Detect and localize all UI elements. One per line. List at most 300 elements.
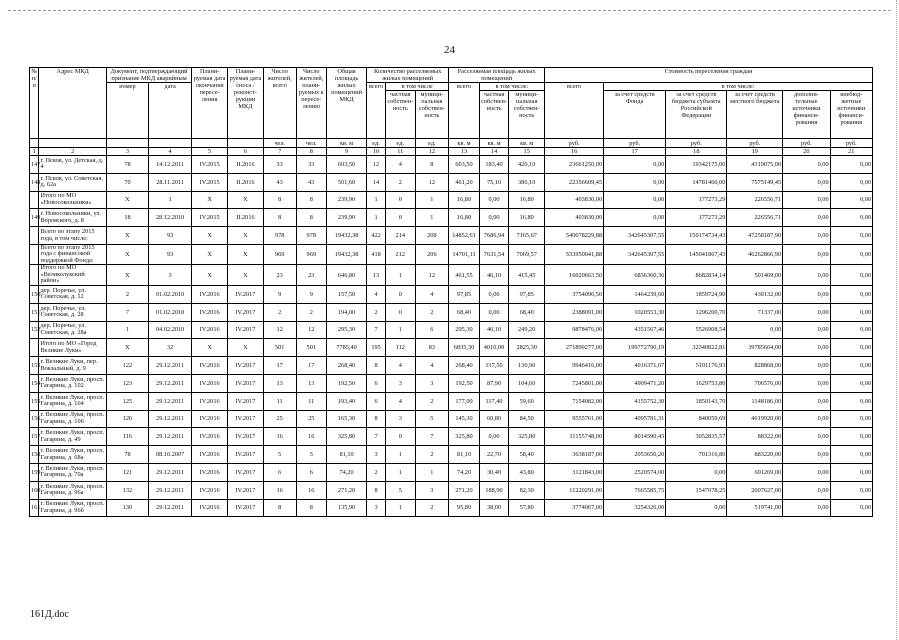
value-cell: 14701,11 (449, 244, 480, 265)
col-head-doc-date: дата (149, 83, 192, 139)
value-cell: 0,00 (830, 374, 872, 392)
column-number-cell: 7 (263, 148, 296, 156)
table-row (30, 499, 873, 517)
col-head-plan-end: Плани-руемая дата окончания пересе-ления (192, 68, 228, 139)
col-head-doc-number: номер (106, 83, 148, 139)
col-head-area-private: частная собствен-ность (479, 91, 509, 139)
col-head-area-municipal: муници-пальная собствен-ность (509, 91, 545, 139)
value-cell: 540078229,88 (545, 227, 604, 245)
value-cell: 14 (367, 173, 386, 191)
table-row (30, 191, 873, 209)
value-cell: 701316,80 (666, 446, 727, 464)
value-cell: 126 (106, 410, 148, 428)
value-cell: 978 (296, 227, 327, 245)
value-cell: 18 (106, 209, 148, 227)
value-cell: 5 (386, 481, 416, 499)
value-cell: 2 (367, 463, 386, 481)
address-cell: г. Новосокольники, ул. Воровского, д. 8 (39, 209, 106, 227)
value-cell: 6835,30 (449, 339, 480, 357)
value-cell: X (106, 227, 148, 245)
value-cell: 422 (367, 227, 386, 245)
value-cell: 9555761,00 (545, 410, 604, 428)
value-cell: X (228, 244, 264, 265)
value-cell: 16020663,50 (545, 265, 604, 286)
value-cell: 122 (106, 357, 148, 375)
col-head-address: Адрес МКД (39, 68, 106, 139)
value-cell: 0,00 (783, 173, 830, 191)
value-cell: 8682834,14 (666, 265, 727, 286)
value-cell: 8 (296, 191, 327, 209)
value-cell: 43 (263, 173, 296, 191)
value-cell: 11 (296, 392, 327, 410)
table-row (30, 374, 873, 392)
address-cell: дер. Поречье, ул. Советская, д. 28 (39, 303, 106, 321)
value-cell: IV.2015 (192, 156, 228, 174)
unit-cell: ед. (386, 139, 416, 148)
value-cell: 13 (296, 374, 327, 392)
value-cell: 19342175,00 (666, 156, 727, 174)
table-row (30, 244, 873, 265)
value-cell: 38,00 (479, 499, 509, 517)
value-cell: 16,80 (449, 209, 480, 227)
value-cell: 226556,71 (727, 191, 783, 209)
value-cell: 271,20 (449, 481, 480, 499)
value-cell: 9946416,00 (545, 357, 604, 375)
col-head-cost-incl: в том числе: (604, 83, 873, 91)
unit-cell: ед. (367, 139, 386, 148)
value-cell: 7245801,00 (545, 374, 604, 392)
value-cell: 0,00 (783, 392, 830, 410)
column-number-cell: 21 (830, 148, 872, 156)
value-cell: 17 (263, 357, 296, 375)
value-cell: 0,00 (783, 446, 830, 464)
value-cell: 430132,00 (727, 285, 783, 303)
value-cell: 0,00 (783, 209, 830, 227)
row-number-cell: 156 (30, 410, 39, 428)
value-cell: 7631,54 (479, 244, 509, 265)
address-cell: г. Великие Луки, просп. Гагарина, д. 68а (39, 446, 106, 464)
column-number-cell: 20 (783, 148, 830, 156)
value-cell: 0,00 (830, 499, 872, 517)
value-cell: 4 (415, 285, 449, 303)
value-cell: 8 (263, 499, 296, 517)
address-cell: дер. Поречье, ул. Советская, д. 12 (39, 285, 106, 303)
value-cell: 206 (415, 244, 449, 265)
value-cell: 0,00 (830, 303, 872, 321)
unit-cell: руб. (783, 139, 830, 148)
value-cell: X (228, 227, 264, 245)
value-cell: 43,80 (509, 463, 545, 481)
value-cell: 2007627,00 (727, 481, 783, 499)
value-cell: IV.2017 (228, 357, 264, 375)
unit-cell: кв. м (509, 139, 545, 148)
column-number-cell: 14 (479, 148, 509, 156)
value-cell: 5 (296, 446, 327, 464)
value-cell: 7 (415, 428, 449, 446)
col-head-extra-sources: дополни-тельные источники финанси-рования (783, 91, 830, 139)
value-cell: 0,00 (830, 463, 872, 481)
value-cell: 403830,00 (545, 191, 604, 209)
row-number-cell (30, 339, 39, 357)
value-cell: 25 (296, 410, 327, 428)
row-number-cell (30, 227, 39, 245)
address-cell: дер. Поречье, ул. Советская, д. 28а (39, 321, 106, 339)
value-cell: 7 (367, 428, 386, 446)
value-cell: 14852,61 (449, 227, 480, 245)
value-cell: 1 (367, 191, 386, 209)
value-cell: 268,40 (449, 357, 480, 375)
value-cell: 0 (386, 428, 416, 446)
value-cell: 828868,00 (727, 357, 783, 375)
address-cell: г. Великие Луки, пер. Вокзальный, д. 9 (39, 357, 106, 375)
value-cell: 29.12.2011 (149, 392, 192, 410)
value-cell: 19432,38 (327, 227, 367, 245)
value-cell: 2053650,20 (604, 446, 666, 464)
value-cell: 268,40 (327, 357, 367, 375)
value-cell: 28.11.2011 (149, 173, 192, 191)
value-cell: 0,00 (830, 244, 872, 265)
value-cell: 87,90 (479, 374, 509, 392)
value-cell: 0,00 (783, 156, 830, 174)
value-cell: 57,80 (509, 499, 545, 517)
value-cell: 59,60 (509, 392, 545, 410)
value-cell: 603,50 (449, 156, 480, 174)
value-cell: IV.2016 (192, 481, 228, 499)
value-cell: 74,20 (327, 463, 367, 481)
value-cell: 501 (296, 339, 327, 357)
value-cell: 194,00 (327, 303, 367, 321)
col-head-rooms-incl: в том числе (386, 83, 449, 91)
value-cell: 386,10 (509, 173, 545, 191)
value-cell: 19432,38 (327, 244, 367, 265)
value-cell: 0,00 (830, 392, 872, 410)
value-cell: 2 (415, 303, 449, 321)
value-cell: 12 (415, 173, 449, 191)
row-number-cell: 148 (30, 173, 39, 191)
value-cell: II.2016 (228, 173, 264, 191)
value-cell: IV.2017 (228, 321, 264, 339)
value-cell: IV.2017 (228, 374, 264, 392)
table-row (30, 481, 873, 499)
value-cell: 0,00 (479, 191, 509, 209)
column-number-cell: 18 (666, 148, 727, 156)
value-cell: II.2016 (228, 156, 264, 174)
value-cell: 3 (386, 374, 416, 392)
value-cell: 01.02.2010 (149, 303, 192, 321)
value-cell: IV.2016 (192, 410, 228, 428)
value-cell: 325,80 (509, 428, 545, 446)
value-cell: 12 (415, 265, 449, 286)
unit-cell: руб. (666, 139, 727, 148)
value-cell: 11220291,00 (545, 481, 604, 499)
value-cell: X (192, 265, 228, 286)
col-head-residents-planned: Число жителей, плани-руемых к пересе-лению (296, 68, 327, 139)
value-cell: 1464239,60 (604, 285, 666, 303)
value-cell: 6836360,36 (604, 265, 666, 286)
address-cell: г. Великие Луки, просп. Гагарина, д. 70а (39, 463, 106, 481)
value-cell: 1 (415, 463, 449, 481)
col-head-budget-rf: за счет средств бюджета субъекта Российской Федерации (666, 91, 727, 139)
value-cell: 8 (367, 410, 386, 428)
value-cell: 71337,00 (727, 303, 783, 321)
table-row (30, 339, 873, 357)
value-cell: 0,00 (783, 339, 830, 357)
table-row (30, 463, 873, 481)
value-cell: 0,00 (830, 481, 872, 499)
value-cell: 1 (106, 321, 148, 339)
value-cell: 33 (263, 156, 296, 174)
column-number-cell: 11 (386, 148, 416, 156)
value-cell: 17 (296, 357, 327, 375)
value-cell: IV.2016 (192, 357, 228, 375)
col-head-total-area: Общая площадь жилых помещений МКД (327, 68, 367, 139)
value-cell: IV.2017 (228, 410, 264, 428)
value-cell: X (106, 265, 148, 286)
value-cell: 28.12.2010 (149, 209, 192, 227)
value-cell: 30,40 (479, 463, 509, 481)
value-cell: 0 (386, 209, 416, 227)
value-cell: 29.12.2011 (149, 374, 192, 392)
value-cell: 16 (263, 481, 296, 499)
value-cell: 501,60 (327, 173, 367, 191)
value-cell: 11 (263, 392, 296, 410)
column-number-cell: 16 (545, 148, 604, 156)
value-cell: 6 (367, 392, 386, 410)
value-cell: 157,50 (327, 285, 367, 303)
value-cell: 342645307,55 (604, 244, 666, 265)
value-cell: 68,40 (449, 303, 480, 321)
value-cell: IV.2016 (192, 374, 228, 392)
value-cell: 1 (386, 265, 416, 286)
value-cell: 16,80 (509, 209, 545, 227)
row-number-cell: 149 (30, 209, 39, 227)
value-cell: 199772790,19 (604, 339, 666, 357)
value-cell: 0,00 (830, 410, 872, 428)
value-cell: 82,30 (509, 481, 545, 499)
row-number-cell: 152 (30, 321, 39, 339)
value-cell: 1 (149, 191, 192, 209)
value-cell: 12 (296, 321, 327, 339)
value-cell: 135,90 (327, 499, 367, 517)
value-cell: 58,40 (509, 446, 545, 464)
value-cell: 29.12.2011 (149, 463, 192, 481)
table-row (30, 227, 873, 245)
value-cell: 29.12.2011 (149, 481, 192, 499)
value-cell: 12 (367, 156, 386, 174)
value-cell: 1850143,70 (666, 392, 727, 410)
col-head-cost: Стоимость переселения граждан (545, 68, 873, 83)
value-cell: 4 (386, 392, 416, 410)
value-cell: 295,30 (327, 321, 367, 339)
value-cell: 239,90 (327, 191, 367, 209)
value-cell: 0,00 (604, 191, 666, 209)
value-cell: 2388091,00 (545, 303, 604, 321)
value-cell: 1 (367, 209, 386, 227)
value-cell: 226556,71 (727, 209, 783, 227)
value-cell: 0,00 (830, 265, 872, 286)
value-cell: X (106, 191, 148, 209)
row-number-cell: 159 (30, 463, 39, 481)
value-cell: 183,40 (479, 156, 509, 174)
value-cell: 125 (106, 392, 148, 410)
value-cell: 0,00 (479, 428, 509, 446)
value-cell: 1296200,70 (666, 303, 727, 321)
value-cell: 2 (386, 173, 416, 191)
value-cell: 2 (263, 303, 296, 321)
row-number-cell: 158 (30, 446, 39, 464)
address-cell: г. Великие Луки, просп. Гагарина, д. 96б (39, 499, 106, 517)
value-cell: 0 (386, 303, 416, 321)
value-cell: 0,00 (830, 321, 872, 339)
value-cell: 23661250,00 (545, 156, 604, 174)
value-cell: 2 (296, 303, 327, 321)
table-row (30, 265, 873, 286)
column-number-cell: 13 (449, 148, 480, 156)
column-number-cell: 19 (727, 148, 783, 156)
value-cell: IV.2017 (228, 446, 264, 464)
value-cell: 3 (415, 481, 449, 499)
value-cell: 4016371,07 (604, 357, 666, 375)
value-cell: 137,50 (479, 357, 509, 375)
value-cell: 112 (386, 339, 416, 357)
value-cell: 23 (263, 265, 296, 286)
value-cell: 7 (367, 321, 386, 339)
row-number-cell: 161 (30, 499, 39, 517)
column-number-cell: 8 (296, 148, 327, 156)
col-head-area: Расселяемая площадь жилых помещений (449, 68, 545, 83)
value-cell: 95,80 (449, 499, 480, 517)
value-cell: 1629753,80 (666, 374, 727, 392)
row-number-cell: 153 (30, 357, 39, 375)
value-cell: 519741,00 (727, 499, 783, 517)
value-cell: 60,80 (479, 410, 509, 428)
value-cell: IV.2016 (192, 303, 228, 321)
value-cell: 7154082,00 (545, 392, 604, 410)
value-cell: 29.12.2011 (149, 410, 192, 428)
value-cell: 840059,69 (666, 410, 727, 428)
address-cell: г. Великие Луки, просп. Гагарина, д. 102 (39, 374, 106, 392)
value-cell: 646,80 (327, 265, 367, 286)
value-cell: 43 (296, 173, 327, 191)
value-cell: 1020553,30 (604, 303, 666, 321)
unit-cell: руб. (727, 139, 783, 148)
value-cell: 3754096,50 (545, 285, 604, 303)
col-head-rooms-municipal: муници-пальная собствен-ность (415, 91, 449, 139)
value-cell: 0,00 (830, 428, 872, 446)
value-cell: 3774067,00 (545, 499, 604, 517)
value-cell: IV.2017 (228, 463, 264, 481)
value-cell: 145,30 (449, 410, 480, 428)
col-head-rooms-private: частная собствен-ность (386, 91, 416, 139)
value-cell: 0,00 (830, 357, 872, 375)
col-head-offbudget: внебюд-жетные источники финанси-рования (830, 91, 872, 139)
value-cell: 8014590,43 (604, 428, 666, 446)
value-cell: 70 (106, 173, 148, 191)
value-cell: 97,85 (449, 285, 480, 303)
value-cell: 212 (386, 244, 416, 265)
unit-cell: чел. (296, 139, 327, 148)
address-cell: Итого по МО «Великолукский район» (39, 265, 106, 286)
address-cell: г. Великие Луки, просп. Гагарина, д. 49 (39, 428, 106, 446)
value-cell: 4 (367, 285, 386, 303)
value-cell: 13 (367, 265, 386, 286)
value-cell: 16,80 (449, 191, 480, 209)
value-cell: 342645307,55 (604, 227, 666, 245)
unit-cell: руб. (545, 139, 604, 148)
value-cell: 325,80 (449, 428, 480, 446)
value-cell: 192,50 (449, 374, 480, 392)
value-cell: 16 (263, 428, 296, 446)
value-cell: 6 (263, 463, 296, 481)
value-cell: 68,40 (509, 303, 545, 321)
unit-cell: кв. м (327, 139, 367, 148)
scan-edge (896, 0, 897, 640)
value-cell: 2 (415, 392, 449, 410)
col-head-fund: за счет средств Фонда (604, 91, 666, 139)
value-cell: 3121843,00 (545, 463, 604, 481)
value-cell: 78 (106, 446, 148, 464)
value-cell: 165,30 (327, 410, 367, 428)
value-cell: 533950041,88 (545, 244, 604, 265)
unit-cell: руб. (830, 139, 872, 148)
col-head-rooms-total: всего (367, 83, 386, 139)
value-cell: 75,10 (479, 173, 509, 191)
value-cell: 47258187,90 (727, 227, 783, 245)
table-row (30, 410, 873, 428)
value-cell: 3254326,00 (604, 499, 666, 517)
value-cell: 3638187,00 (545, 446, 604, 464)
value-cell: X (228, 339, 264, 357)
value-cell: 7665585,75 (604, 481, 666, 499)
value-cell: 1547078,25 (666, 481, 727, 499)
row-number-cell: 155 (30, 392, 39, 410)
value-cell: X (228, 191, 264, 209)
value-cell: 145041867,43 (666, 244, 727, 265)
value-cell: 5 (263, 446, 296, 464)
value-cell: 22,70 (479, 446, 509, 464)
value-cell: 0,00 (783, 303, 830, 321)
value-cell: 0,00 (830, 173, 872, 191)
value-cell: 0,00 (783, 374, 830, 392)
value-cell: 32 (149, 339, 192, 357)
value-cell: 2 (415, 499, 449, 517)
value-cell: 7785,40 (327, 339, 367, 357)
address-cell: г. Псков, ул. Советская, д. 62а (39, 173, 106, 191)
value-cell: 177,00 (449, 392, 480, 410)
table-row (30, 209, 873, 227)
value-cell: 0,00 (783, 499, 830, 517)
value-cell: 2520574,00 (604, 463, 666, 481)
value-cell: X (106, 339, 148, 357)
value-cell: 420,10 (509, 156, 545, 174)
value-cell: 22356609,45 (545, 173, 604, 191)
value-cell: 1148186,00 (727, 392, 783, 410)
value-cell: 7 (106, 303, 148, 321)
value-cell: X (192, 227, 228, 245)
value-cell: 8 (367, 357, 386, 375)
value-cell: 2 (106, 285, 148, 303)
table-row (30, 392, 873, 410)
value-cell: 39785664,00 (727, 339, 783, 357)
value-cell: 461,20 (449, 173, 480, 191)
value-cell: 0,00 (830, 156, 872, 174)
unit-cell: ед. (415, 139, 449, 148)
value-cell: 5 (415, 410, 449, 428)
col-head-area-total: всего (449, 83, 480, 139)
value-cell: 132 (106, 481, 148, 499)
table-row (30, 357, 873, 375)
value-cell: 978 (263, 227, 296, 245)
